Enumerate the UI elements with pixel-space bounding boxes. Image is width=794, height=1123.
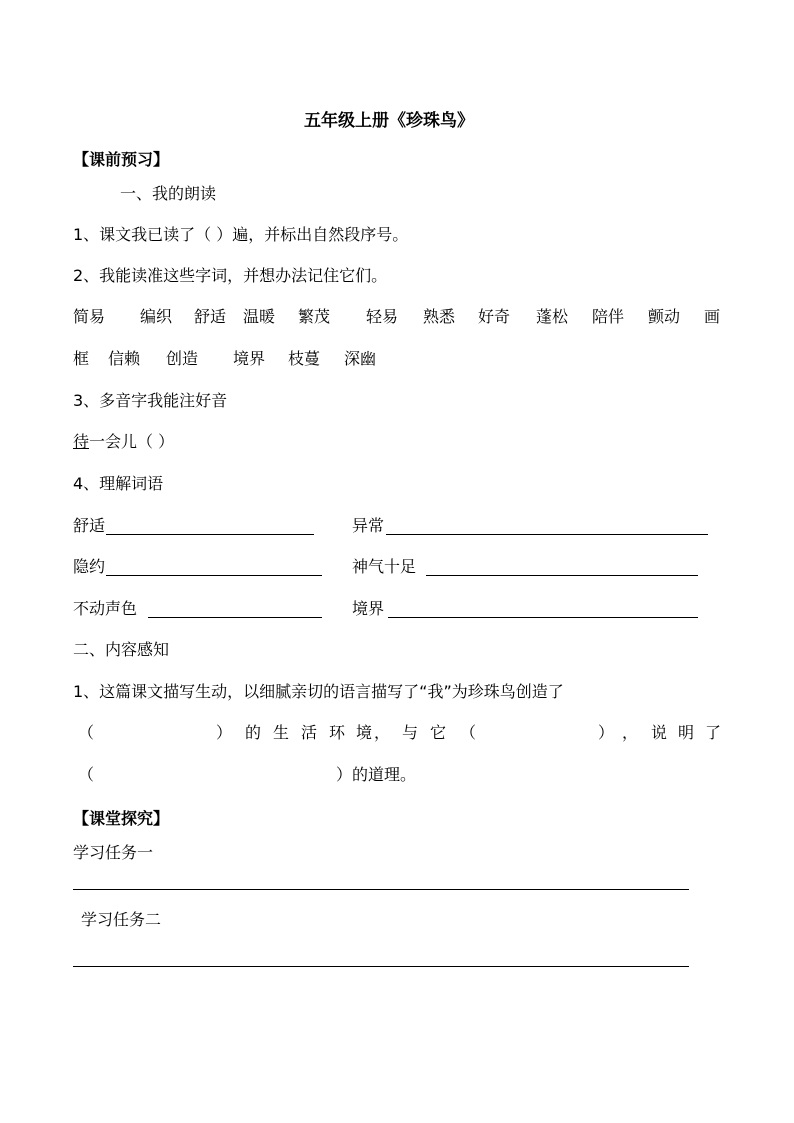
vocab-word: 创造 (166, 349, 199, 368)
polyphone-item (73, 432, 174, 452)
line-char: 的 (245, 723, 262, 742)
task-1-answer-line[interactable] (73, 889, 689, 890)
line-char: 它 (430, 723, 447, 742)
line-char: ） (598, 723, 615, 742)
question-1: 1、课文我已读了（ ）遍，并标出自然段序号。 (73, 225, 409, 244)
term-label: 神气十足 (352, 557, 417, 576)
line-char: 活 (301, 723, 318, 742)
vocab-word: 好奇 (478, 307, 511, 326)
line-char: 环 (329, 723, 346, 742)
question-4: 4、理解词语 (73, 474, 164, 493)
line-char: 生 (273, 723, 290, 742)
term-label: 不动声色 (73, 599, 138, 618)
term-label: 舒适 (73, 516, 106, 535)
comprehension-question-line2 (0, 723, 794, 743)
answer-line[interactable] (426, 575, 698, 576)
vocab-word: 境界 (233, 349, 266, 368)
line-char: 了 (705, 723, 722, 742)
part-heading-comprehension: 二、内容感知 (73, 640, 170, 659)
term-label: 隐约 (73, 557, 106, 576)
line-char: 与 (402, 723, 419, 742)
term-label: 异常 (352, 516, 385, 535)
vocab-word: 编织 (140, 307, 173, 326)
answer-line[interactable] (106, 575, 322, 576)
answer-line[interactable] (106, 534, 314, 535)
vocab-word: 蓬松 (536, 307, 569, 326)
answer-line[interactable] (386, 534, 708, 535)
task-2-label: 学习任务二 (81, 910, 162, 929)
line-char: （ (78, 723, 95, 742)
vocab-word: 颤动 (648, 307, 681, 326)
vocab-word: 轻易 (366, 307, 399, 326)
line-char: 明 (678, 723, 695, 742)
line-char: ， (622, 723, 639, 742)
part-heading-reading: 一、我的朗读 (120, 184, 217, 203)
polyphone-rest: 一会儿（ ） (89, 432, 175, 451)
page-title: 五年级上册《珍珠鸟》 (304, 111, 474, 131)
answer-line[interactable] (388, 617, 698, 618)
line-char: 说 (651, 723, 668, 742)
vocab-word: 陪伴 (592, 307, 625, 326)
task-1-label: 学习任务一 (73, 843, 154, 862)
line-char: ）的道理。 (336, 765, 417, 784)
task-2-answer-line[interactable] (73, 966, 689, 967)
vocab-word: 熟悉 (423, 307, 456, 326)
comprehension-question-line3 (0, 765, 794, 785)
question-2: 2、我能读准这些字词，并想办法记住它们。 (73, 266, 388, 285)
term-label: 境界 (352, 599, 385, 618)
section-heading-exploration: 【课堂探究】 (73, 809, 170, 828)
section-heading-preview: 【课前预习】 (73, 150, 170, 169)
vocab-word: 枝蔓 (288, 349, 321, 368)
vocab-word: 温暖 (243, 307, 276, 326)
line-char: ， (374, 723, 391, 742)
line-char: 境 (356, 723, 373, 742)
vocab-word: 框 (73, 349, 90, 368)
vocab-word: 画 (704, 307, 721, 326)
line-char: （ (78, 765, 95, 784)
vocab-word: 简易 (73, 307, 106, 326)
line-char: ） (216, 723, 233, 742)
vocab-word: 舒适 (194, 307, 227, 326)
vocab-word: 繁茂 (298, 307, 331, 326)
line-char: （ (460, 723, 477, 742)
answer-line[interactable] (148, 617, 322, 618)
polyphone-char: 待 (73, 432, 90, 451)
vocab-word: 深幽 (344, 349, 377, 368)
vocab-word: 信赖 (108, 349, 141, 368)
question-3: 3、多音字我能注好音 (73, 391, 228, 410)
comprehension-question-line1: 1、这篇课文描写生动，以细腻亲切的语言描写了“我”为珍珠鸟创造了 (73, 682, 564, 701)
